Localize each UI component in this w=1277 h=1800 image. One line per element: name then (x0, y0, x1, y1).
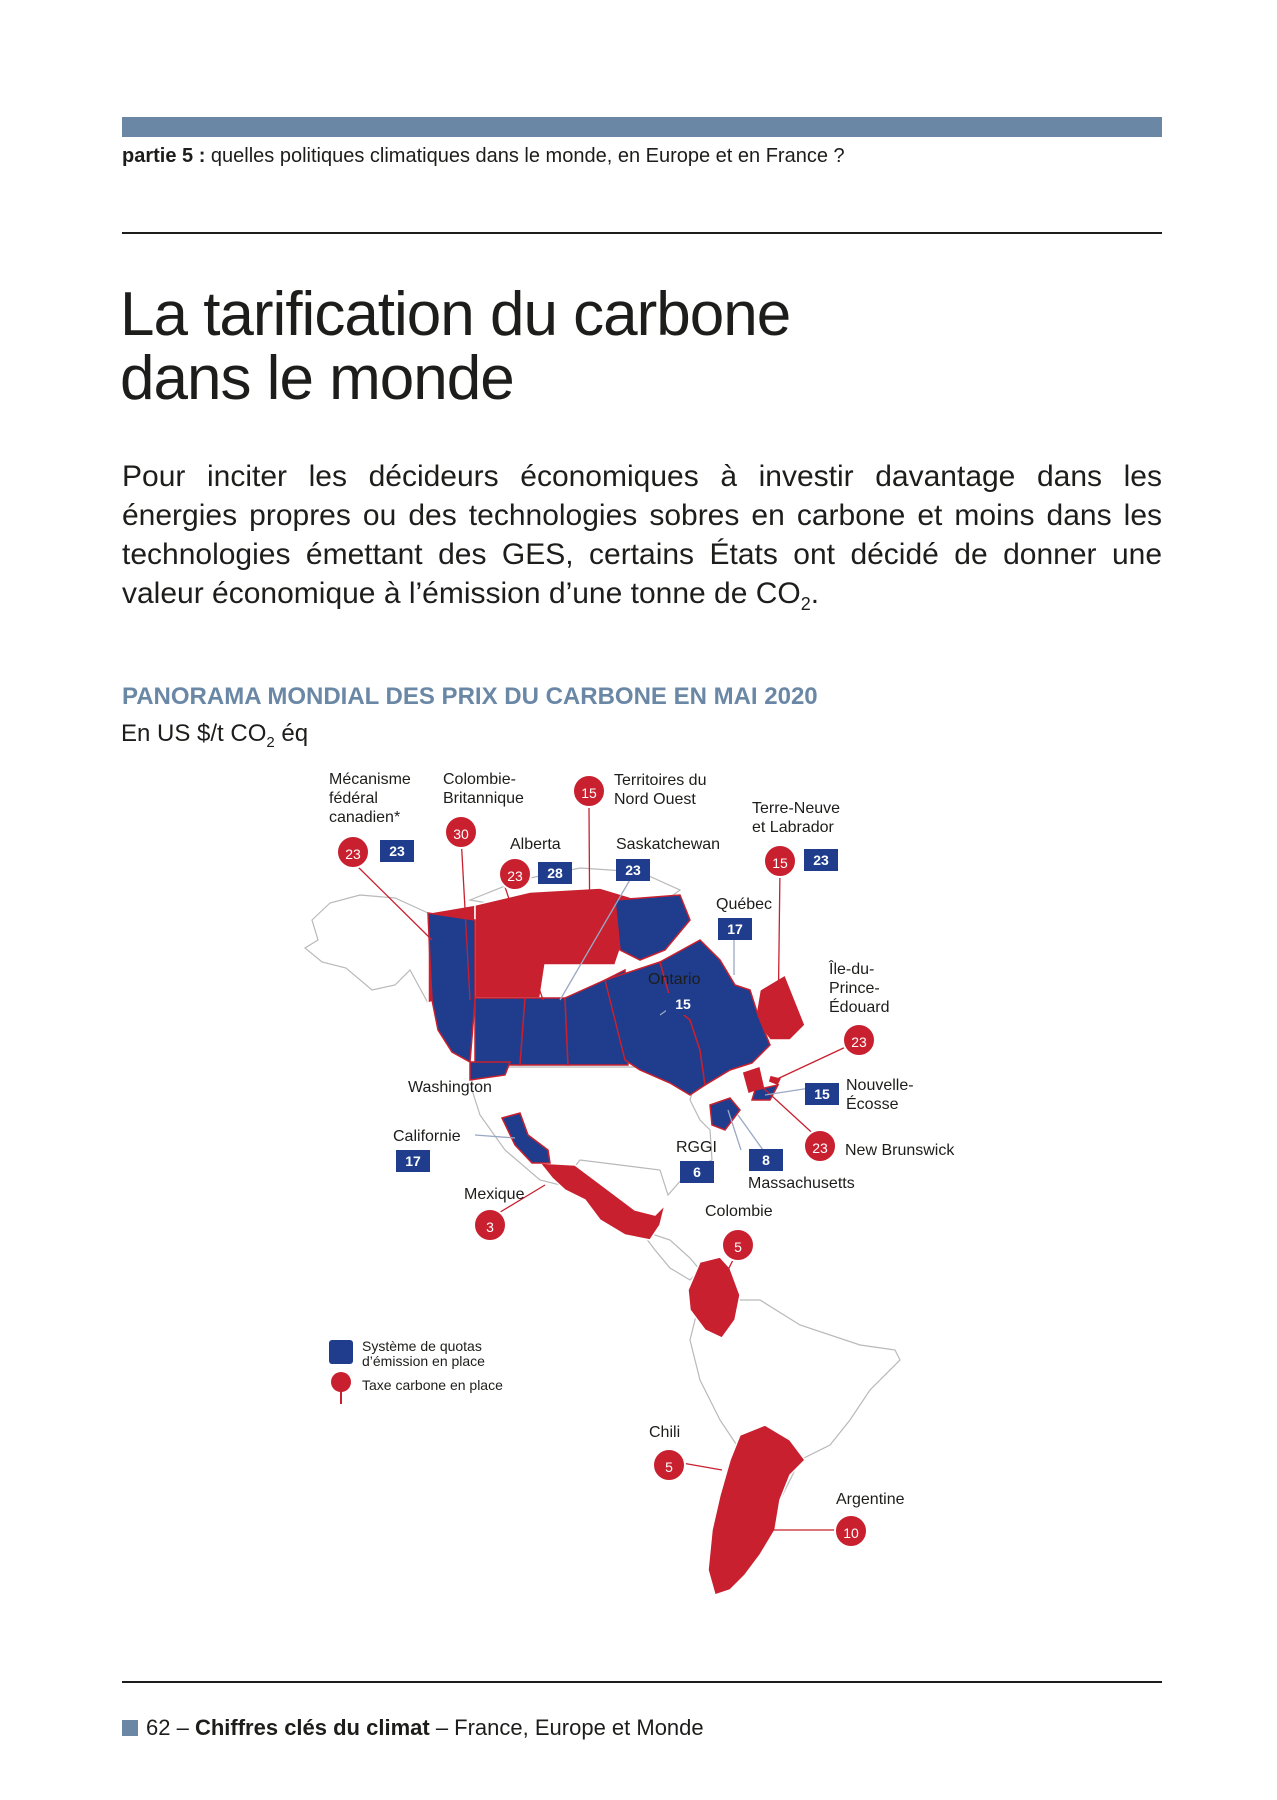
section-text: quelles politiques climatiques dans le monde, en Europe et en France ? (205, 145, 845, 167)
label-terre-neuve: Terre-Neuve et Labrador (752, 800, 841, 836)
label-colombie: Colombie (705, 1203, 773, 1220)
rggi-region (710, 1098, 740, 1130)
box-mecanisme: 23 (380, 840, 414, 862)
label-colombie-britannique: Colombie- Britannique (443, 771, 524, 807)
box-terre-neuve: 23 (804, 849, 838, 871)
saskatchewan-region (520, 998, 568, 1065)
label-mexique: Mexique (464, 1186, 525, 1203)
intro-paragraph: Pour inciter les décideurs économiques à investir davantage dans les énergies propres ou des technologies sobres en carbone et moins dans les technologies émettant des GES, certains États ont décidé de donner une valeur économique à l’émission d’une tonne de $CO_2$. (122, 460, 1162, 614)
label-washington: Washington (408, 1079, 492, 1096)
label-alberta: Alberta (510, 836, 561, 853)
pin-colombie-britannique: 30 (444, 815, 478, 849)
legend-tax-swatch (331, 1372, 351, 1392)
pin-argentine: 10 (834, 1514, 868, 1548)
pin-ipe: 23 (842, 1023, 876, 1057)
bc-region (428, 913, 475, 1062)
pin-colombie: 5 (721, 1228, 755, 1262)
label-mecanisme: Mécanisme fédéral canadien* (329, 771, 411, 826)
pin-mexique: 3 (473, 1208, 507, 1242)
legend-tax-label: Taxe carbone en place (362, 1377, 503, 1393)
footer: 62 – Chiffres clés du climat – France, Europe et Monde (122, 1715, 704, 1741)
label-rggi: RGGI (676, 1139, 717, 1156)
pin-terre-neuve: 15 (763, 844, 797, 878)
label-argentine: Argentine (836, 1491, 905, 1508)
label-ipe: Île-du- Prince- Édouard (829, 961, 890, 1016)
label-new-brunswick: New Brunswick (845, 1142, 955, 1159)
label-ontario: Ontario (648, 971, 701, 988)
label-nouvelle-ecosse: Nouvelle- Écosse (846, 1077, 914, 1113)
label-quebec: Québec (716, 896, 773, 913)
alaska-outline (305, 895, 428, 1003)
label-chili: Chili (649, 1424, 681, 1441)
footer-rule (122, 1681, 1162, 1683)
legend-ets-label: Système de quotas d’émission en place (362, 1338, 485, 1369)
hudson-region (615, 895, 690, 960)
box-quebec: 17 (718, 918, 752, 940)
footer-square (122, 1720, 138, 1736)
label-massachusetts: Massachusetts (748, 1175, 855, 1192)
map-unit: En US $/t $CO_2$ éq (121, 720, 309, 751)
box-californie: 17 (396, 1150, 430, 1172)
box-alberta: 28 (538, 862, 572, 884)
pin-territoires: 15 (572, 774, 606, 808)
box-rggi: 6 (680, 1161, 714, 1183)
label-saskatchewan: Saskatchewan (616, 836, 721, 853)
alberta-region (475, 998, 525, 1065)
title-line-2: dans le monde (120, 344, 514, 413)
mexico-region (540, 1163, 665, 1240)
pin-chili: 5 (652, 1448, 686, 1482)
ipe-region (768, 1075, 782, 1086)
pin-alberta: 23 (498, 857, 532, 891)
pin-new-brunswick: 23 (803, 1129, 837, 1163)
label-territoires: Territoires du Nord Ouest (614, 772, 707, 808)
box-saskatchewan: 23 (616, 859, 650, 881)
legend-ets-swatch (329, 1340, 353, 1364)
section-number: partie 5 : (122, 145, 206, 167)
label-californie: Californie (393, 1128, 461, 1145)
box-massachusetts: 8 (749, 1149, 783, 1171)
chile-argentina-region (708, 1425, 805, 1595)
box-ontario: 15 (666, 993, 700, 1015)
pin-mecanisme: 23 (336, 835, 370, 869)
title-line-1: La tarification du carbone (120, 280, 791, 349)
map-title: PANORAMA MONDIAL DES PRIX DU CARBONE EN MAI 2020 (122, 683, 818, 710)
legend-tax-stem (340, 1390, 342, 1404)
box-nouvelle-ecosse: 15 (805, 1083, 839, 1105)
